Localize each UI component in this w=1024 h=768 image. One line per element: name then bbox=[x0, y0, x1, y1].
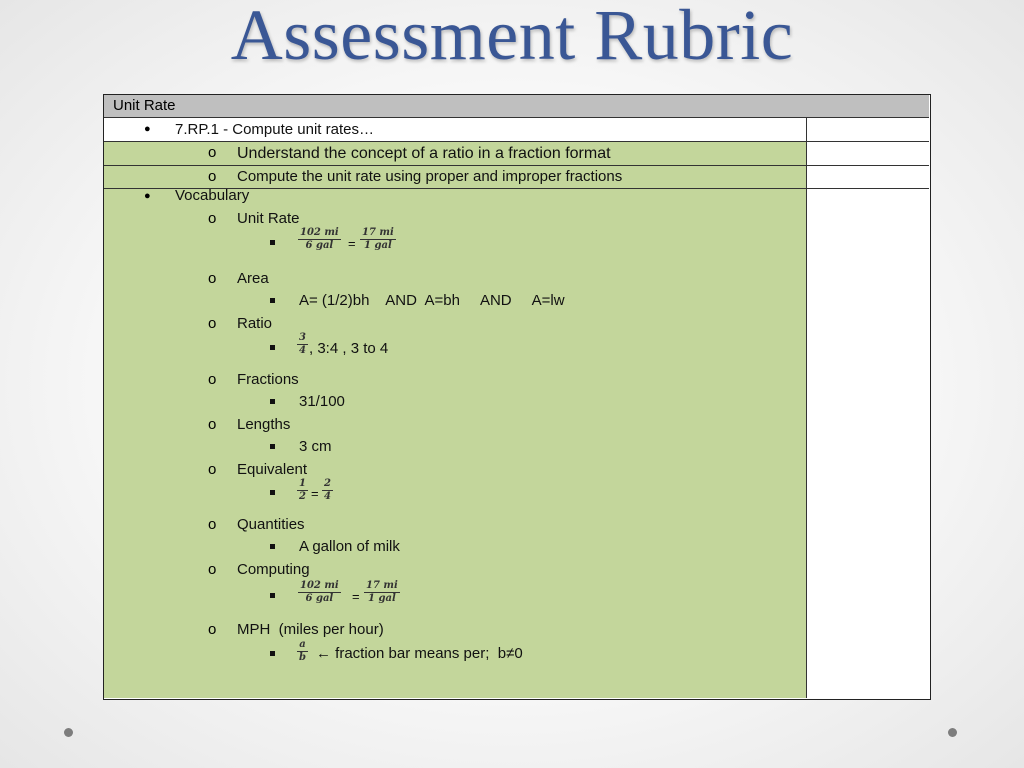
ratio-example: , 3:4 , 3 to 4 bbox=[309, 340, 389, 357]
score-cell bbox=[807, 189, 929, 698]
table-row-sub2 bbox=[104, 166, 929, 189]
square-marker bbox=[270, 593, 275, 598]
objective-text-2: Compute the unit rate using proper and improper fractions bbox=[237, 168, 623, 185]
circle-marker: o bbox=[208, 210, 217, 227]
circle-marker: o bbox=[208, 621, 217, 638]
bullet-marker: ● bbox=[144, 123, 151, 135]
term-quantities: Quantities bbox=[237, 516, 305, 533]
term-ratio: Ratio bbox=[237, 315, 273, 332]
square-marker bbox=[270, 444, 275, 449]
circle-marker: o bbox=[208, 561, 217, 578]
square-marker bbox=[270, 345, 275, 350]
vocabulary-label: Vocabulary bbox=[175, 187, 250, 204]
vocabulary-cell bbox=[104, 189, 807, 698]
circle-marker: o bbox=[208, 144, 217, 161]
term-unit-rate: Unit Rate bbox=[237, 210, 300, 227]
bullet-marker: ● bbox=[144, 190, 151, 202]
score-cell bbox=[807, 166, 929, 188]
lengths-example: 3 cm bbox=[299, 438, 332, 455]
score-cell bbox=[807, 118, 929, 141]
equals-sign: = bbox=[348, 236, 356, 251]
equals-sign: = bbox=[352, 589, 360, 604]
equivalent-fraction-2: $\frac{2}{4}$ bbox=[324, 478, 331, 502]
square-marker bbox=[270, 544, 275, 549]
circle-marker: o bbox=[208, 416, 217, 433]
equivalent-fraction-1: $\frac{1}{2}$ bbox=[299, 478, 306, 502]
standard-cell bbox=[104, 118, 807, 141]
computing-fraction-1: 102 mi 6 gal bbox=[300, 580, 339, 604]
table-row-sub1 bbox=[104, 142, 929, 166]
term-computing: Computing bbox=[237, 561, 310, 578]
slide-title: Assessment Rubric bbox=[230, 0, 794, 75]
rubric-table bbox=[103, 94, 931, 700]
quantities-example: A gallon of milk bbox=[299, 538, 400, 555]
term-equivalent: Equivalent bbox=[237, 461, 308, 478]
term-mph: MPH (miles per hour) bbox=[237, 621, 384, 638]
area-formulas: A= (1/2)bh AND A=bh AND A=lw bbox=[299, 292, 565, 309]
circle-marker: o bbox=[208, 270, 217, 287]
slide-corner-dot bbox=[64, 728, 73, 737]
equals-sign: = bbox=[311, 486, 319, 501]
square-marker bbox=[270, 651, 275, 656]
circle-marker: o bbox=[208, 315, 217, 332]
circle-marker: o bbox=[208, 371, 217, 388]
ratio-fraction: $\frac{3}{4}$ bbox=[299, 332, 306, 356]
term-lengths: Lengths bbox=[237, 416, 291, 433]
table-header: Unit Rate bbox=[104, 95, 929, 118]
term-fractions: Fractions bbox=[237, 371, 299, 388]
computing-fraction-2: 17 mi 1 gal bbox=[366, 580, 398, 604]
square-marker bbox=[270, 399, 275, 404]
square-marker bbox=[270, 490, 275, 495]
standard-text: 7.RP.1 - Compute unit rates… bbox=[175, 121, 374, 138]
unit-rate-fraction-2: 17 mi 1 gal bbox=[362, 227, 394, 251]
table-row-vocabulary bbox=[104, 189, 929, 698]
slide-corner-dot bbox=[948, 728, 957, 737]
score-cell bbox=[807, 142, 929, 165]
mph-explanation: ← fraction bar means per; b≠0 bbox=[316, 645, 523, 662]
circle-marker: o bbox=[208, 516, 217, 533]
unit-rate-fraction-1: 102 mi 6 gal bbox=[300, 227, 339, 251]
term-area: Area bbox=[237, 270, 269, 287]
circle-marker: o bbox=[208, 168, 217, 185]
square-marker bbox=[270, 298, 275, 303]
objective-cell bbox=[104, 166, 807, 188]
table-row-standard bbox=[104, 118, 929, 142]
mph-fraction: $\frac{a}{b}$ bbox=[299, 639, 306, 663]
objective-cell bbox=[104, 142, 807, 165]
objective-text-1: Understand the concept of a ratio in a fraction format bbox=[237, 145, 611, 162]
square-marker bbox=[270, 240, 275, 245]
fractions-example: 31/100 bbox=[299, 393, 345, 410]
circle-marker: o bbox=[208, 461, 217, 478]
